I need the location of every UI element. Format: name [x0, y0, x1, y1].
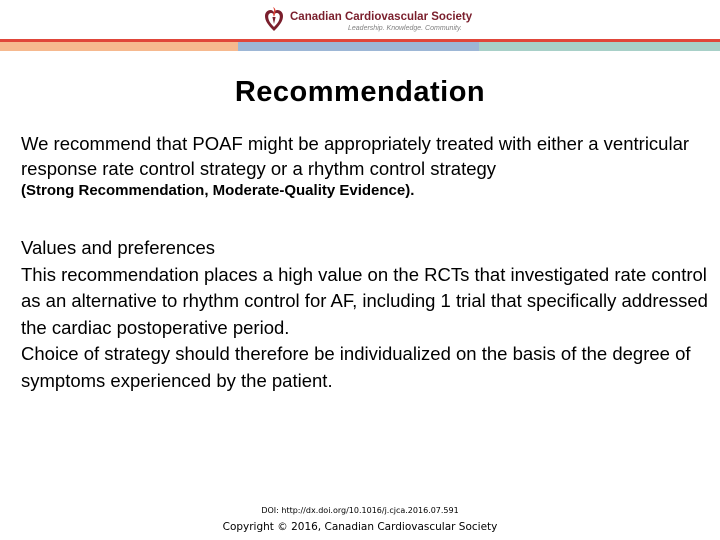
copyright-notice: Copyright © 2016, Canadian Cardiovascular Society [222, 521, 498, 533]
ccs-heart-torch-icon [264, 6, 284, 32]
values-heading: Values and preferences [21, 237, 216, 258]
logo-name: Canadian Cardiovascular Society [290, 11, 473, 23]
recommendation-strength: (Strong Recommendation, Moderate-Quality Evidence). [21, 182, 415, 199]
values-paragraph-2: Choice of strategy should therefore be individualized on the basis of the degree of symptoms experienced by the patient. [21, 343, 691, 391]
band-teal-segment [479, 42, 720, 51]
ccs-logo [264, 5, 472, 35]
recommendation-text: We recommend that POAF might be appropriately treated with either a ventricular response rate control strategy or a rhythm control strategy [21, 133, 690, 179]
values-section [21, 235, 711, 394]
logo-tagline: Leadership. Knowledge. Community. [348, 25, 462, 32]
values-paragraph-1: This recommendation places a high value on the RCTs that investigated rate control as an alternative to rhythm control for AF, including 1 trial that specifically addressed the cardiac postoperative period. [21, 263, 708, 338]
page-title-text: Recommendation [234, 76, 486, 108]
doi-link[interactable]: DOI: http://dx.doi.org/10.1016/j.cjca.2016.07.591 [261, 506, 459, 515]
band-orange-segment [0, 42, 238, 51]
page-title [0, 75, 720, 109]
band-blue-segment [238, 42, 479, 51]
header-color-band [0, 39, 720, 51]
